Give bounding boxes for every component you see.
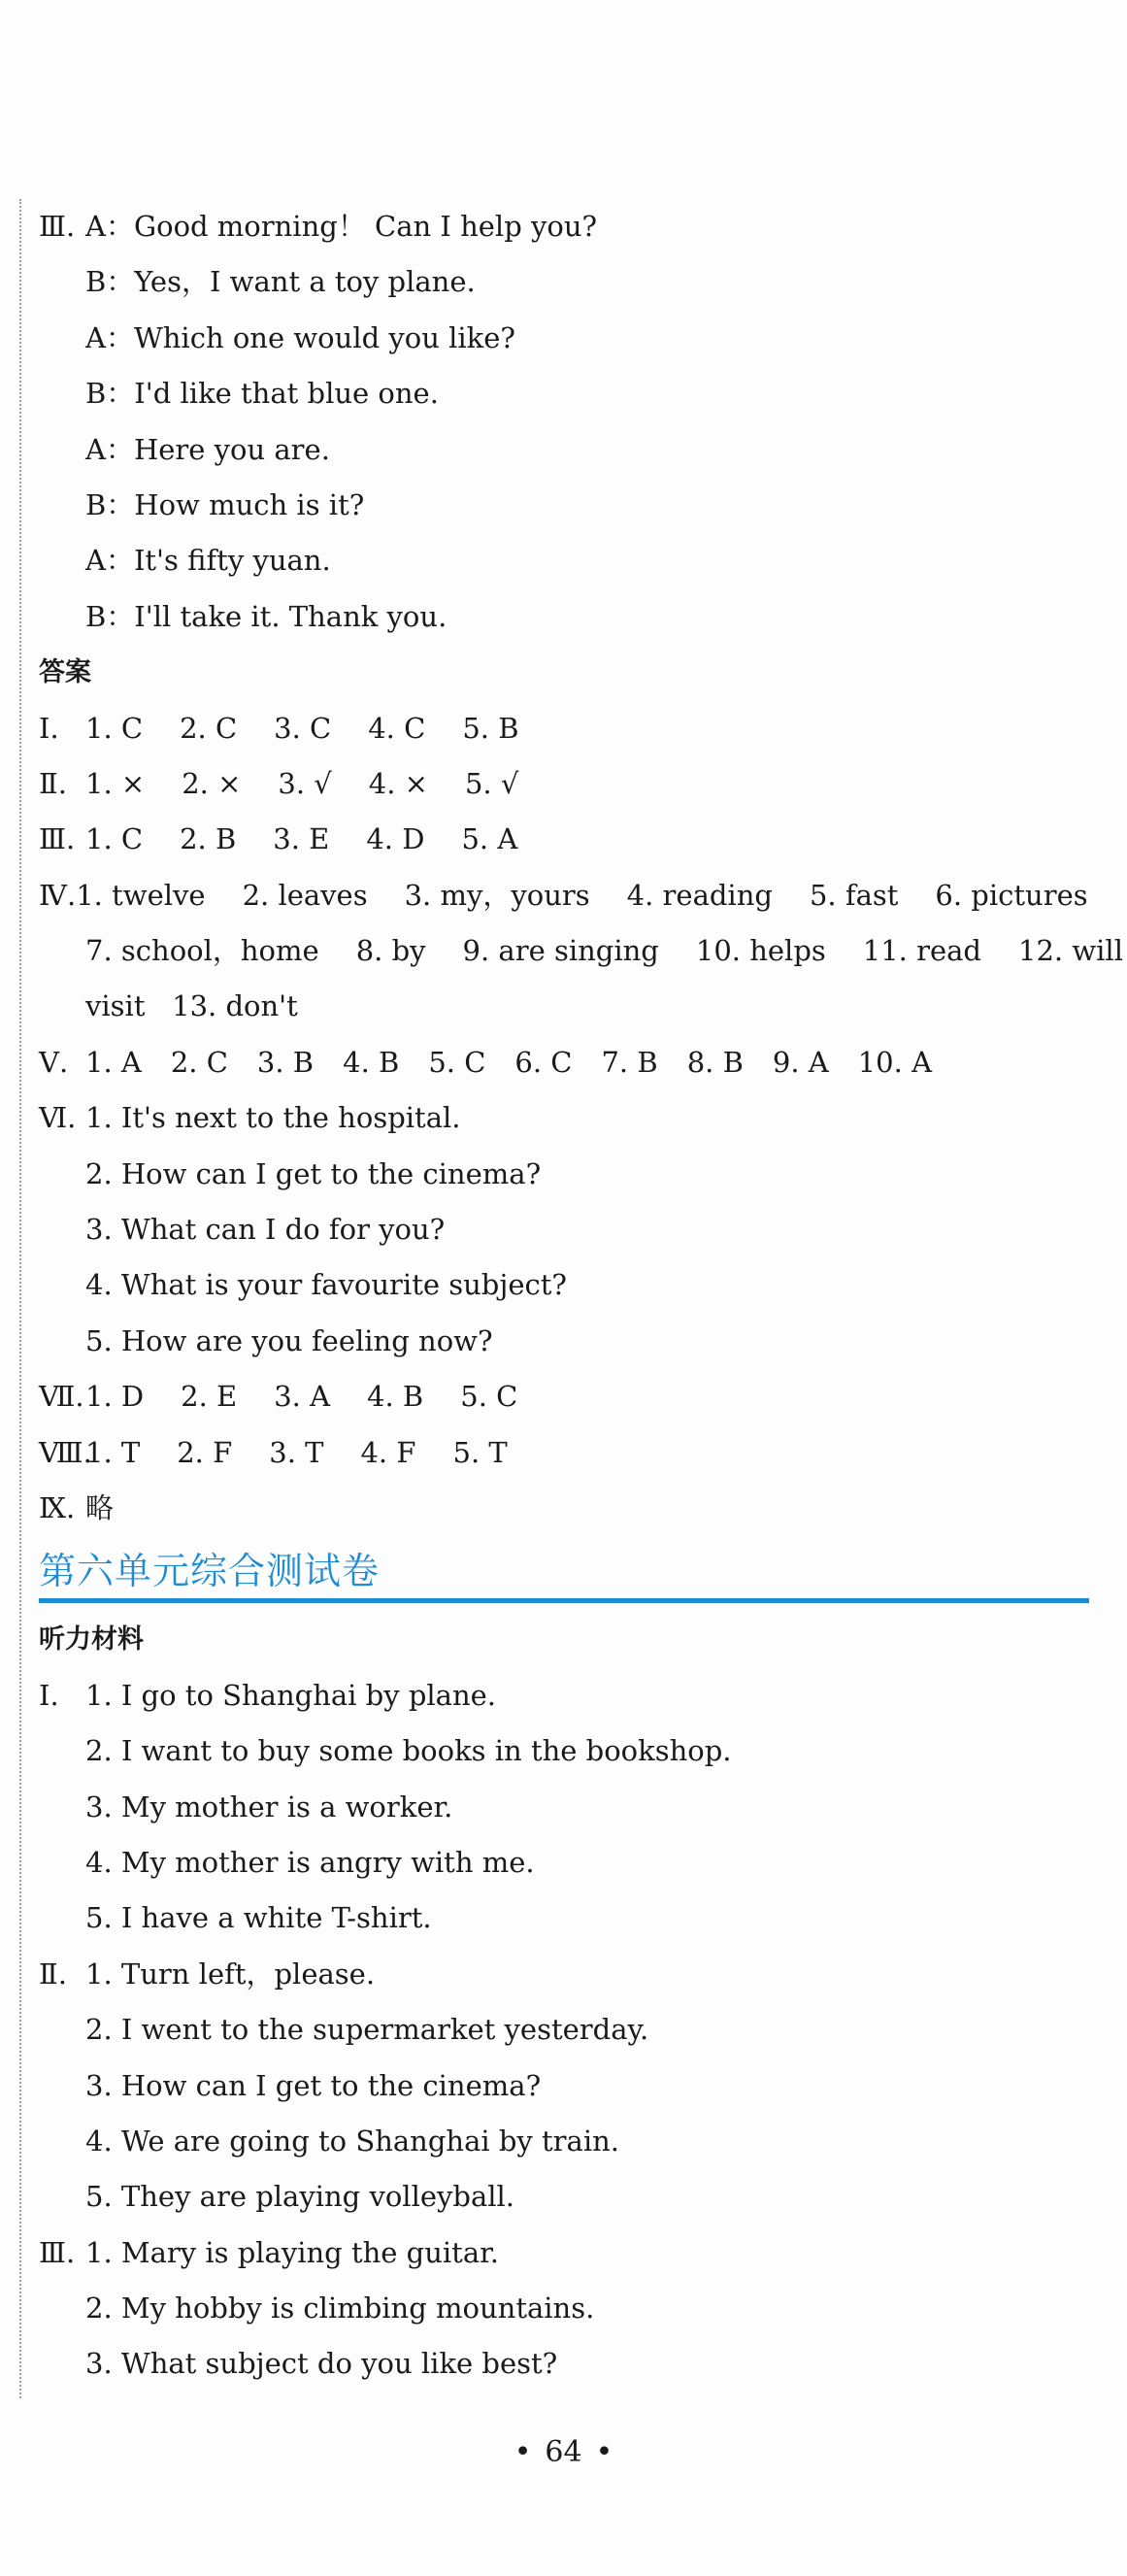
listening-sentence: 3. My mother is a worker. (85, 1790, 453, 1823)
roman-numeral: Ⅰ. (39, 1678, 59, 1712)
answer-item: 1. T (85, 1435, 141, 1469)
roman-numeral: Ⅱ. (39, 1957, 67, 1991)
answer-sentence: 4. What is your favourite subject? (85, 1268, 567, 1302)
listening-sentence: 5. I have a white T-shirt. (85, 1901, 432, 1935)
answer-item: 略 (85, 1490, 115, 1524)
roman-numeral: Ⅲ. (39, 822, 76, 856)
page-content (39, 199, 1123, 2392)
roman-numeral: Ⅶ. (39, 1380, 84, 1414)
answer-item: 9. A (772, 1045, 829, 1079)
listening-sentence: 2. I went to the supermarket yesterday. (85, 2013, 649, 2047)
listening-sentence: 4. We are going to Shanghai by train. (85, 2124, 620, 2158)
roman-numeral: Ⅲ. (39, 210, 76, 243)
roman-numeral: Ⅴ. (39, 1045, 69, 1079)
answer-item: 6. C (514, 1045, 573, 1079)
answer-item: 4. F (360, 1435, 416, 1469)
dialogue-line: B：I'll take it. Thank you. (85, 599, 447, 633)
roman-numeral: Ⅳ. (39, 878, 77, 912)
answer-item: 2. leaves (242, 878, 368, 912)
listening-sentence: 4. My mother is angry with me. (85, 1845, 535, 1879)
dialogue-text: A：Good morning！ Can I help you? (85, 210, 598, 243)
answer-row-6 (39, 1090, 1097, 1146)
answer-item: 3. T (269, 1435, 324, 1469)
unit6-title-text: 第六单元综合测试卷 (39, 1550, 381, 1593)
answer-item: 4. D (366, 822, 425, 856)
answer-item: 1. A (85, 1045, 142, 1079)
answer-item: 4. B (343, 1045, 400, 1079)
answer-item: 5. B (462, 711, 519, 745)
answer-item: 2. F (177, 1435, 233, 1469)
answer-item: 5. C (428, 1045, 486, 1079)
page-number-text: 64 (545, 2435, 582, 2469)
answer-sentence: 1. It's next to the hospital. (85, 1101, 461, 1135)
answer-item: 1. C (85, 822, 144, 856)
answer-item: 8. by (355, 934, 426, 968)
listening-sentence: 1. Turn left，please. (85, 1957, 376, 1991)
listening-sentence: 3. How can I get to the cinema? (85, 2068, 542, 2102)
answer-row-7 (39, 1369, 1097, 1424)
answer-item: 5. A (461, 822, 518, 856)
answer-row-2 (39, 756, 1097, 812)
listening-heading: 听力材料 (39, 1624, 144, 1656)
answers-heading: 答案 (39, 657, 91, 688)
answer-item: 2. B (180, 822, 237, 856)
dialogue-line: B：Yes，I want a toy plane. (85, 265, 476, 299)
answer-item: 5. fast (809, 878, 899, 912)
page-number (0, 2435, 1127, 2469)
dialogue-line: A：Which one would you like? (85, 320, 515, 354)
answer-sentence: 3. What can I do for you? (85, 1213, 446, 1247)
listening-sentence: 2. I want to buy some books in the bookshop. (85, 1734, 732, 1768)
answer-item: 4. × (368, 766, 428, 800)
answer-sentence: 5. How are you feeling now? (85, 1323, 493, 1357)
answer-row-9 (39, 1481, 1097, 1536)
bullet-dot-icon: • (514, 2435, 532, 2469)
answer-item: 12. will (1018, 934, 1123, 968)
answer-item: 2. C (170, 1045, 228, 1079)
answer-item: 3. E (273, 822, 330, 856)
unit6-section-title (39, 1542, 1097, 1612)
answer-item: 5. C (460, 1380, 518, 1414)
listening-sentence: 3. What subject do you like best? (85, 2347, 558, 2381)
answer-item: 2. × (182, 766, 242, 800)
answer-item: 3. √ (278, 766, 332, 800)
answer-row-4-cont (39, 923, 1123, 979)
answer-item: 9. are singing (462, 934, 659, 968)
answer-item: 1. × (85, 766, 146, 800)
answer-item: 4. reading (626, 878, 773, 912)
answer-item: 2. C (180, 711, 238, 745)
listening-sentence: 1. I go to Shanghai by plane. (85, 1678, 497, 1712)
dialogue-line: A：Here you are. (85, 432, 330, 466)
dialogue-line: B：I'd like that blue one. (85, 377, 439, 411)
answer-item: 2. E (181, 1380, 238, 1414)
answer-row-4-cont2: visit 13. don't (85, 989, 298, 1023)
answer-item: 7. school，home (85, 934, 319, 968)
answer-row-5 (39, 1035, 1097, 1090)
listening-sentence: 5. They are playing volleyball. (85, 2180, 515, 2214)
listening-row-2 (39, 1947, 1097, 2002)
answer-item: 3. A (274, 1380, 331, 1414)
answer-row-3 (39, 812, 1097, 867)
roman-numeral: Ⅵ. (39, 1101, 77, 1135)
answer-row-1 (39, 701, 1097, 756)
roman-numeral: Ⅷ. (39, 1435, 92, 1469)
listening-sentence: 1. Mary is playing the guitar. (85, 2235, 500, 2269)
listening-row-3 (39, 2225, 1097, 2281)
answer-item: 1. twelve (76, 878, 206, 912)
dialogue-line (39, 199, 1097, 254)
left-margin-rule (19, 199, 21, 2398)
answer-item: 10. A (857, 1045, 933, 1079)
answer-row-8 (39, 1425, 1097, 1481)
bullet-dot-icon: • (595, 2435, 613, 2469)
answer-item: 3. B (256, 1045, 315, 1079)
title-underline (39, 1598, 1089, 1603)
roman-numeral: Ⅲ. (39, 2235, 76, 2269)
answer-item: 7. B (601, 1045, 658, 1079)
answer-item: 6. pictures (935, 878, 1088, 912)
answer-item: 5. T (452, 1435, 508, 1469)
roman-numeral: Ⅱ. (39, 766, 67, 800)
answer-item: 4. C (368, 711, 426, 745)
answer-item: 11. read (862, 934, 981, 968)
answer-item: 1. D (85, 1380, 145, 1414)
dialogue-line: B：How much is it? (85, 487, 365, 521)
listening-row-1 (39, 1668, 1097, 1723)
answer-item: 10. helps (695, 934, 826, 968)
roman-numeral: Ⅸ. (39, 1490, 76, 1524)
answer-sentence: 2. How can I get to the cinema? (85, 1156, 542, 1190)
answer-item: 1. C (85, 711, 144, 745)
listening-sentence: 2. My hobby is climbing mountains. (85, 2292, 595, 2325)
answer-item: 8. B (686, 1045, 744, 1079)
answer-item: 3. C (274, 711, 332, 745)
answer-item: 5. √ (464, 766, 519, 800)
dialogue-line: A：It's fifty yuan. (85, 544, 331, 578)
roman-numeral: Ⅰ. (39, 711, 59, 745)
answer-row-4 (39, 868, 1097, 923)
answer-item: 4. B (367, 1380, 424, 1414)
answer-item: 3. my，yours (404, 878, 590, 912)
